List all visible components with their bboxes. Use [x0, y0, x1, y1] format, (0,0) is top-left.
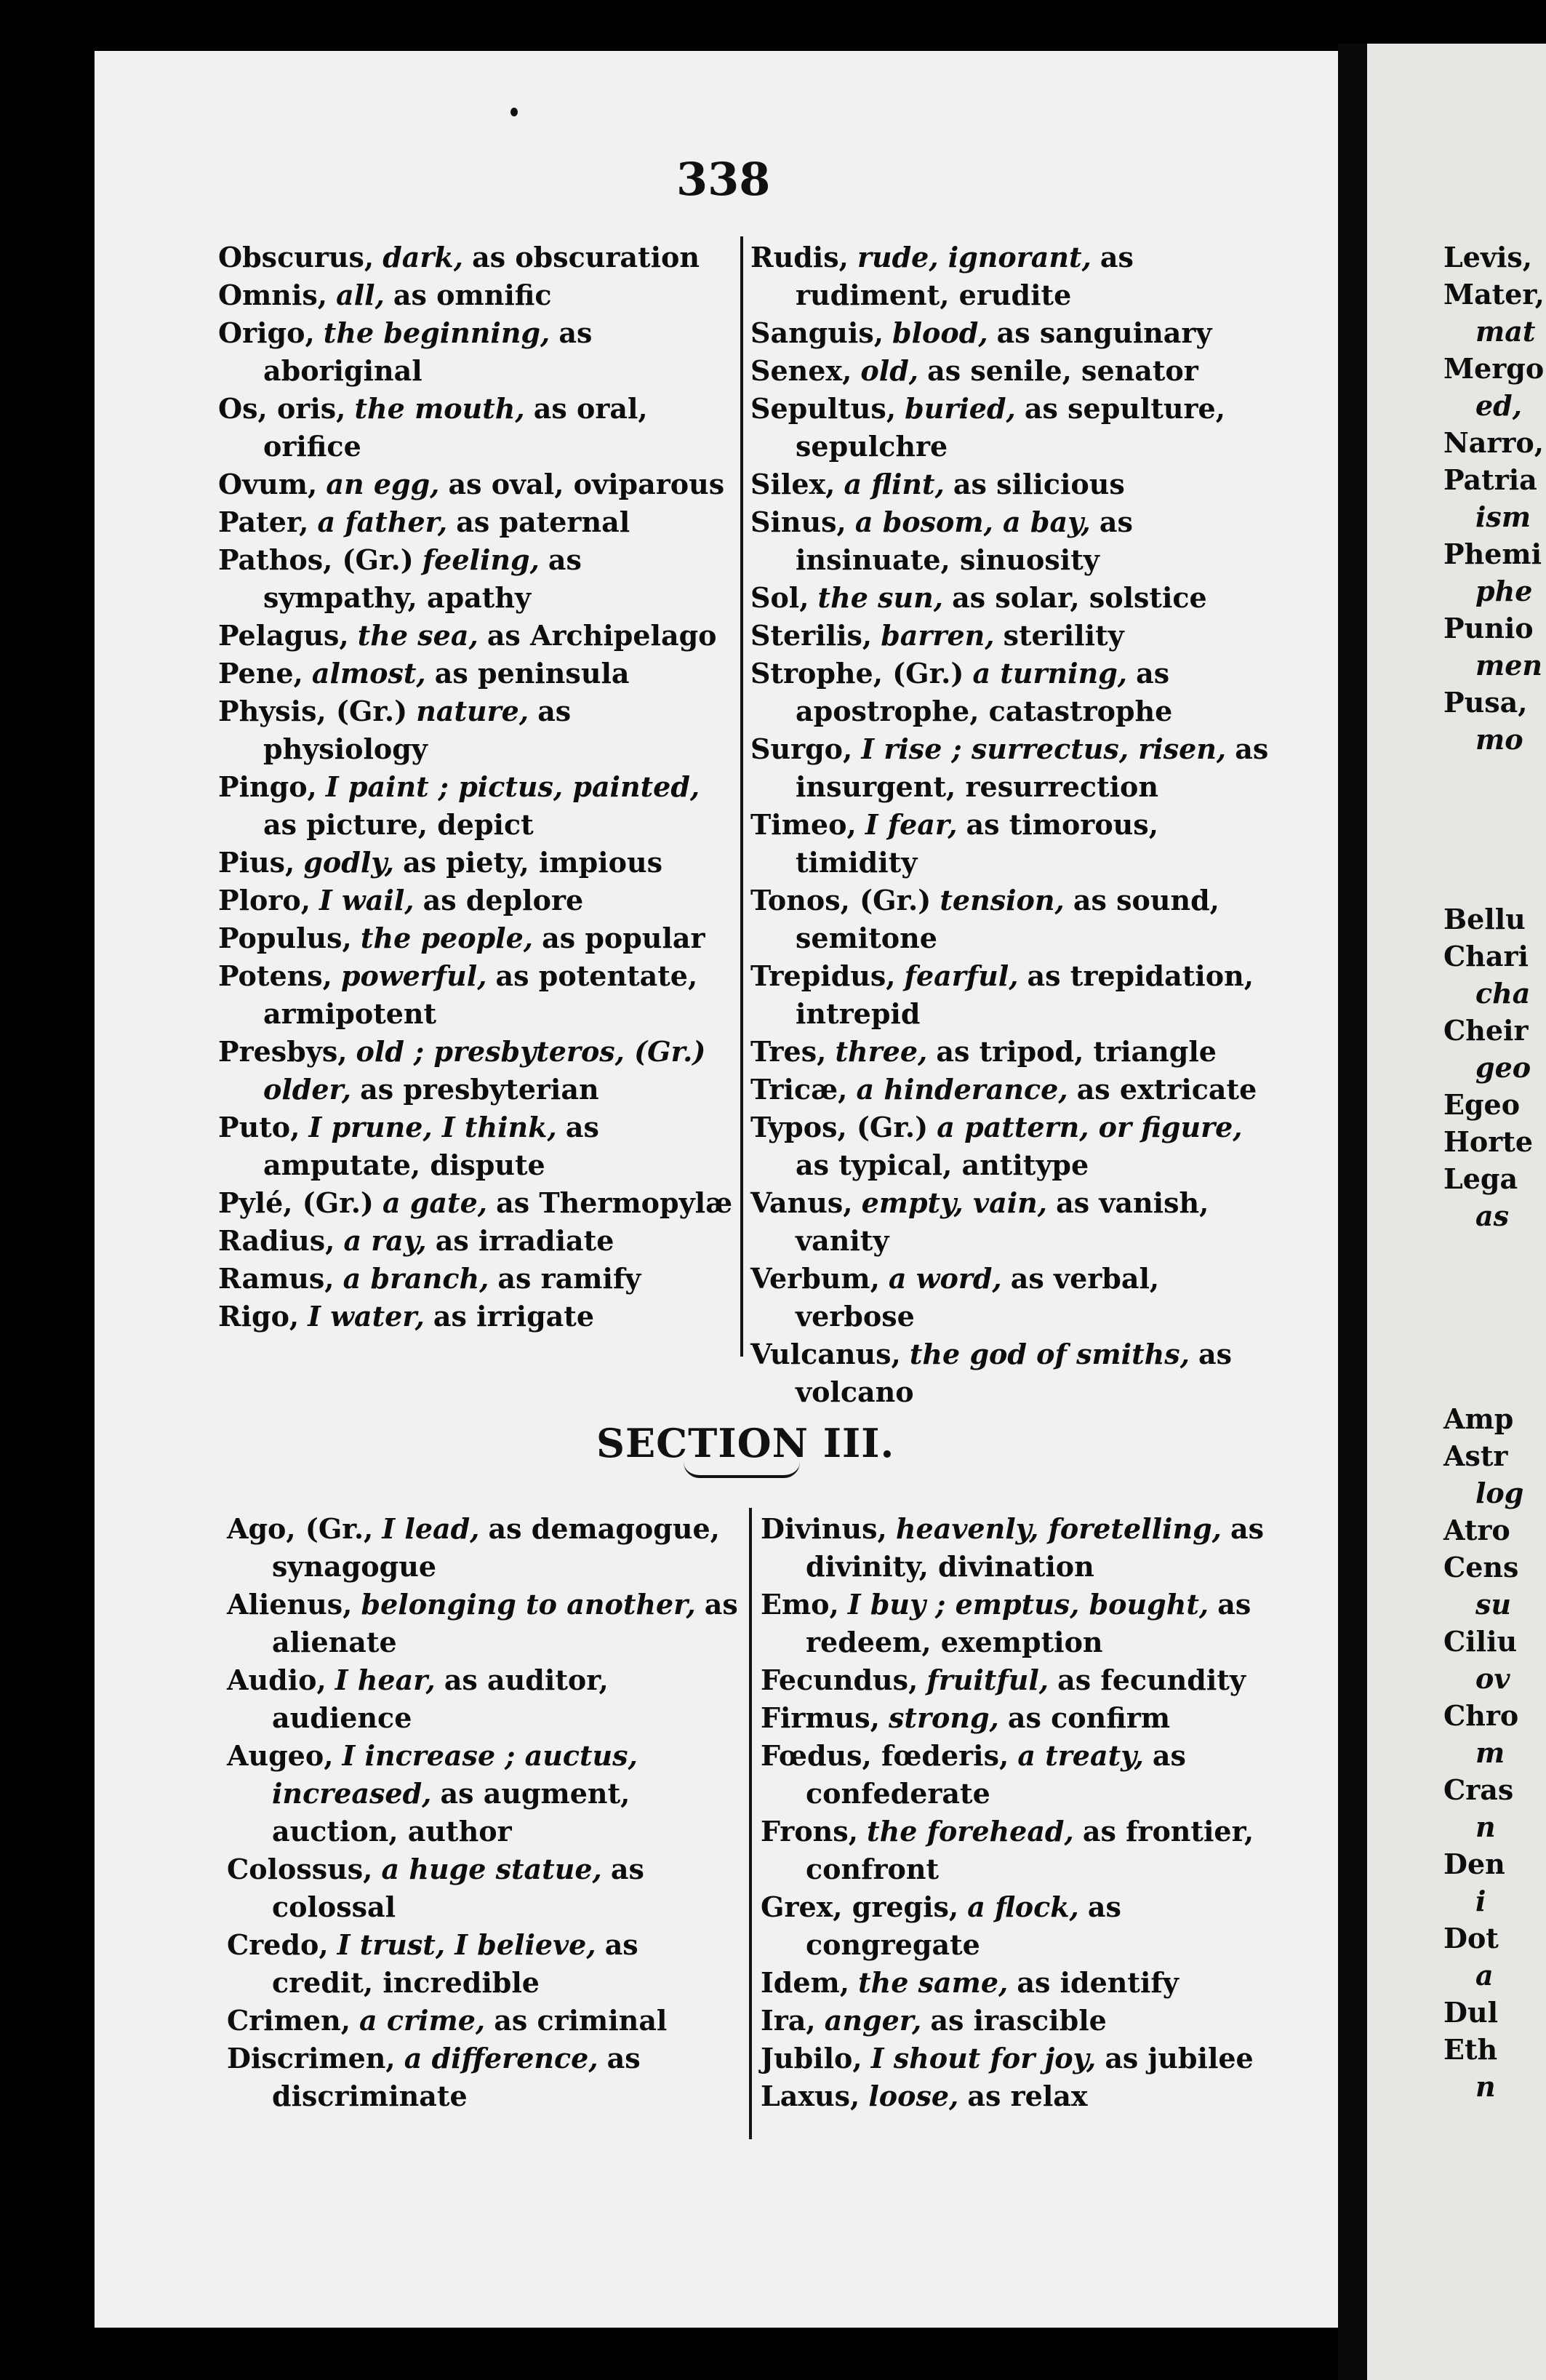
- entry-word: Vanus,: [750, 1186, 853, 1219]
- entry-example: as confirm: [1007, 1701, 1171, 1734]
- dictionary-entry: [750, 1109, 1274, 1184]
- facing-page-fragment: Amp: [1443, 1402, 1514, 1435]
- entry-word: Omnis,: [218, 279, 327, 311]
- entry-meaning: I increase ; auctus, increased,: [272, 1739, 638, 1810]
- entry-word: Emo,: [761, 1588, 839, 1621]
- dictionary-entry: [761, 1699, 1284, 1737]
- entry-meaning: the beginning,: [323, 316, 550, 349]
- entry-meaning: all,: [336, 279, 385, 311]
- entry-meaning: barren,: [881, 619, 995, 652]
- entry-meaning: the forehead,: [867, 1815, 1074, 1848]
- entry-example: as confederate: [806, 1739, 1186, 1810]
- entry-word: Discrimen,: [227, 2042, 396, 2074]
- entry-meaning: buried,: [905, 392, 1016, 425]
- entry-example: as relax: [967, 2080, 1088, 2112]
- entry-example: as deplore: [422, 884, 584, 917]
- entry-example: as sanguinary: [996, 316, 1212, 349]
- facing-page-fragment: Dul: [1443, 1996, 1499, 2029]
- entry-meaning: a treaty,: [1017, 1739, 1144, 1772]
- dictionary-entry: [218, 957, 738, 1033]
- dictionary-entry: [227, 1850, 743, 1926]
- facing-page-fragment: Egeo: [1443, 1088, 1521, 1121]
- entry-meaning: fruitful,: [926, 1664, 1049, 1696]
- entry-meaning: a father,: [317, 506, 448, 538]
- dictionary-entry: [750, 503, 1274, 579]
- dictionary-entry: [218, 1222, 738, 1260]
- facing-page-fragment: ed,: [1475, 389, 1522, 422]
- facing-page-fragment: Cras: [1443, 1773, 1514, 1806]
- entry-word: Verbum,: [750, 1262, 880, 1295]
- entry-meaning: I fear,: [865, 808, 958, 841]
- entry-example: as amputate, dispute: [263, 1111, 599, 1181]
- dictionary-entry: [750, 239, 1274, 314]
- entry-meaning: feeling,: [422, 543, 540, 576]
- entry-meaning: a flint,: [844, 468, 945, 500]
- section-title-flourish: [684, 1462, 800, 1478]
- facing-page-fragment: Cheir: [1443, 1014, 1529, 1047]
- entry-word: Colossus,: [227, 1853, 373, 1885]
- facing-page-fragment: su: [1475, 1588, 1512, 1621]
- entry-example: as congregate: [806, 1890, 1121, 1961]
- entry-word: Tonos, (Gr.): [750, 884, 932, 917]
- page-number: 338: [676, 153, 771, 206]
- entry-meaning: a word,: [888, 1262, 1002, 1295]
- facing-page-fragment: ism: [1475, 500, 1531, 533]
- entry-meaning: a pattern, or figure,: [937, 1111, 1243, 1143]
- entry-example: as paternal: [456, 506, 630, 538]
- entry-word: Jubilo,: [761, 2042, 862, 2074]
- entry-meaning: a hinderance,: [856, 1073, 1068, 1106]
- entry-example: as sympathy, apathy: [263, 543, 582, 614]
- facing-page-fragment: as: [1475, 1199, 1510, 1232]
- dictionary-entry: [227, 1737, 743, 1850]
- entry-meaning: loose,: [868, 2080, 959, 2112]
- dictionary-entry: [218, 314, 738, 390]
- right-column-bottom: [761, 1510, 1284, 2115]
- entry-example: as insinuate, sinuosity: [796, 506, 1133, 576]
- entry-example: as popular: [542, 922, 705, 954]
- entry-meaning: I water,: [308, 1300, 425, 1333]
- entry-meaning: empty, vain,: [861, 1186, 1047, 1219]
- dictionary-entry: [218, 617, 738, 655]
- entry-word: Laxus,: [761, 2080, 860, 2112]
- dictionary-entry: [218, 541, 738, 617]
- entry-meaning: almost,: [311, 657, 426, 690]
- entry-word: Divinus,: [761, 1512, 887, 1545]
- dictionary-entry: [761, 2002, 1284, 2040]
- dictionary-entry: [761, 2040, 1284, 2077]
- entry-example: as picture, depict: [263, 808, 534, 841]
- entry-example: as irascible: [930, 2004, 1107, 2037]
- entry-example: as identify: [1017, 1966, 1179, 1999]
- facing-page-fragment: Patria: [1443, 463, 1537, 496]
- entry-meaning: strong,: [889, 1701, 999, 1734]
- entry-meaning: I lead,: [382, 1512, 480, 1545]
- entry-meaning: a huge statue,: [381, 1853, 602, 1885]
- dictionary-entry: [218, 466, 738, 503]
- entry-word: Credo,: [227, 1928, 329, 1961]
- left-column-top: [218, 239, 738, 1335]
- facing-page-fragment: phe: [1475, 575, 1533, 607]
- entry-example: as augment, auction, author: [272, 1777, 630, 1848]
- dictionary-entry: [227, 2040, 743, 2115]
- facing-page-fragment: i: [1475, 1885, 1486, 1917]
- entry-example: as aboriginal: [263, 316, 593, 387]
- facing-page-fragment: Cens: [1443, 1551, 1519, 1584]
- entry-word: Typos, (Gr.): [750, 1111, 929, 1143]
- entry-word: Idem,: [761, 1966, 849, 1999]
- entry-meaning: anger,: [824, 2004, 922, 2037]
- entry-word: Frons,: [761, 1815, 858, 1848]
- entry-meaning: nature,: [416, 695, 529, 727]
- dictionary-entry: [218, 390, 738, 466]
- entry-meaning: the same,: [858, 1966, 1009, 1999]
- dictionary-entry: [750, 1071, 1274, 1109]
- entry-meaning: a ray,: [343, 1224, 427, 1257]
- dictionary-entry: [761, 1888, 1284, 1964]
- facing-page-text-top: [1443, 239, 1545, 758]
- facing-page-fragment: Ciliu: [1443, 1625, 1518, 1658]
- entry-meaning: fearful,: [904, 959, 1019, 992]
- entry-example: as auditor, audience: [272, 1664, 609, 1734]
- dictionary-entry: [750, 730, 1274, 806]
- column-divider-top: [740, 236, 743, 1357]
- dictionary-entry: [218, 655, 738, 692]
- section-title: SECTION III.: [596, 1420, 895, 1466]
- entry-word: Os, oris,: [218, 392, 346, 425]
- entry-example: as volcano: [796, 1338, 1233, 1408]
- dictionary-entry: [218, 1033, 738, 1109]
- entry-example: as rudiment, erudite: [796, 241, 1134, 311]
- entry-meaning: three,: [835, 1035, 928, 1068]
- facing-page-fragment: cha: [1475, 977, 1531, 1010]
- entry-meaning: a bosom, a bay,: [854, 506, 1091, 538]
- dictionary-entry: [218, 503, 738, 541]
- entry-meaning: old ; presbyteros, (Gr.) older,: [263, 1035, 706, 1106]
- entry-example: as peninsula: [434, 657, 630, 690]
- dictionary-entry: [750, 390, 1274, 466]
- entry-meaning: blood,: [892, 316, 988, 349]
- dictionary-entry: [761, 1586, 1284, 1661]
- entry-word: Silex,: [750, 468, 836, 500]
- facing-page-fragment: Bellu: [1443, 903, 1526, 935]
- entry-word: Vulcanus,: [750, 1338, 901, 1370]
- entry-example: as divinity, divination: [806, 1512, 1265, 1583]
- dictionary-entry: [761, 1661, 1284, 1699]
- facing-page-fragment: Lega: [1443, 1162, 1518, 1195]
- entry-meaning: belonging to another,: [361, 1588, 696, 1621]
- dictionary-entry: [750, 466, 1274, 503]
- dictionary-entry: [218, 239, 738, 276]
- dictionary-entry: [227, 1661, 743, 1737]
- entry-word: Audio,: [227, 1664, 327, 1696]
- entry-word: Pathos, (Gr.): [218, 543, 414, 576]
- dictionary-entry: [218, 1260, 738, 1298]
- entry-word: Sterilis,: [750, 619, 873, 652]
- entry-word: Potens,: [218, 959, 332, 992]
- entry-meaning: the sun,: [817, 581, 944, 614]
- entry-example: as Thermopylæ: [496, 1186, 733, 1219]
- entry-word: Surgo,: [750, 732, 853, 765]
- entry-word: Tres,: [750, 1035, 827, 1068]
- entry-example: as typical, antitype: [796, 1149, 1089, 1181]
- entry-meaning: the mouth,: [354, 392, 525, 425]
- entry-example: as apostrophe, catastrophe: [796, 657, 1173, 727]
- entry-word: Physis, (Gr.): [218, 695, 408, 727]
- entry-example: as silicious: [953, 468, 1125, 500]
- entry-word: Presbys,: [218, 1035, 348, 1068]
- entry-word: Ploro,: [218, 884, 311, 917]
- entry-example: as irradiate: [435, 1224, 614, 1257]
- entry-word: Timeo,: [750, 808, 857, 841]
- entry-word: Sanguis,: [750, 316, 884, 349]
- left-column-bottom: [227, 1510, 743, 2115]
- dictionary-entry: [218, 844, 738, 882]
- right-column-top: [750, 239, 1274, 1411]
- entry-meaning: the sea,: [357, 619, 478, 652]
- entry-word: Pater,: [218, 506, 309, 538]
- facing-page-text-middle: [1443, 901, 1533, 1234]
- facing-page-fragment: n: [1475, 2070, 1496, 2103]
- facing-page-fragment: geo: [1475, 1051, 1531, 1084]
- book-spine: [1338, 44, 1367, 2380]
- facing-page-fragment: log: [1475, 1477, 1524, 1509]
- entry-word: Ovum,: [218, 468, 318, 500]
- facing-page-fragment: Horte: [1443, 1125, 1533, 1158]
- dictionary-entry: [218, 1298, 738, 1335]
- facing-page-fragment: m: [1475, 1736, 1505, 1769]
- entry-example: as Archipelago: [486, 619, 717, 652]
- dictionary-entry: [218, 882, 738, 919]
- facing-page-fragment: Atro: [1443, 1514, 1510, 1546]
- entry-example: as solar, solstice: [952, 581, 1207, 614]
- entry-word: Grex, gregis,: [761, 1890, 959, 1923]
- entry-example: as sepulture, sepulchre: [796, 392, 1225, 463]
- dictionary-entry: [227, 1510, 743, 1586]
- entry-example: as colossal: [272, 1853, 644, 1923]
- dictionary-entry: [750, 806, 1274, 882]
- entry-example: as physiology: [263, 695, 572, 765]
- dictionary-entry: [218, 919, 738, 957]
- dictionary-entry: [218, 768, 738, 844]
- entry-word: Rigo,: [218, 1300, 300, 1333]
- entry-meaning: the people,: [360, 922, 533, 954]
- entry-example: as presbyterian: [360, 1073, 599, 1106]
- entry-meaning: a crime,: [359, 2004, 486, 2037]
- entry-example: sterility: [1003, 619, 1124, 652]
- facing-page-fragment: Phemi: [1443, 538, 1542, 570]
- facing-page-fragment: Mergo: [1443, 352, 1545, 385]
- entry-meaning: a branch,: [343, 1262, 489, 1295]
- entry-word: Trepidus,: [750, 959, 896, 992]
- facing-page-fragment: mo: [1475, 723, 1523, 756]
- facing-page-fragment: Pusa,: [1443, 686, 1528, 719]
- dictionary-entry: [750, 1184, 1274, 1260]
- entry-example: as fecundity: [1057, 1664, 1246, 1696]
- entry-word: Pius,: [218, 846, 295, 879]
- facing-page-fragment: Den: [1443, 1848, 1505, 1880]
- dictionary-entry: [750, 957, 1274, 1033]
- entry-example: as ramify: [497, 1262, 641, 1295]
- dictionary-entry: [750, 1335, 1274, 1411]
- dictionary-entry: [761, 1964, 1284, 2002]
- entry-word: Augeo,: [227, 1739, 334, 1772]
- entry-word: Sinus,: [750, 506, 846, 538]
- entry-example: as insurgent, resurrection: [796, 732, 1269, 803]
- dictionary-entry: [218, 276, 738, 314]
- entry-example: as sound, semitone: [796, 884, 1219, 954]
- facing-page-fragment: Mater,: [1443, 278, 1545, 311]
- entry-meaning: old,: [860, 354, 918, 387]
- dictionary-entry: [218, 692, 738, 768]
- entry-word: Ago, (Gr.,: [227, 1512, 374, 1545]
- entry-example: as frontier, confront: [806, 1815, 1254, 1885]
- entry-meaning: I wail,: [319, 884, 414, 917]
- entry-example: as alienate: [272, 1588, 738, 1658]
- dictionary-entry: [750, 655, 1274, 730]
- entry-example: as trepidation, intrepid: [796, 959, 1254, 1030]
- entry-example: as tripod, triangle: [936, 1035, 1217, 1068]
- ink-speck: [510, 108, 518, 116]
- entry-word: Tricæ,: [750, 1073, 848, 1106]
- entry-meaning: godly,: [303, 846, 394, 879]
- dictionary-entry: [761, 2077, 1284, 2115]
- entry-example: as redeem, exemption: [806, 1588, 1251, 1658]
- entry-word: Pylé, (Gr.): [218, 1186, 374, 1219]
- entry-word: Senex,: [750, 354, 852, 387]
- entry-word: Pingo,: [218, 770, 317, 803]
- entry-meaning: I hear,: [335, 1664, 436, 1696]
- entry-meaning: I paint ; pictus, painted,: [325, 770, 700, 803]
- facing-page-fragment: n: [1475, 1810, 1496, 1843]
- entry-example: as vanish, vanity: [796, 1186, 1209, 1257]
- column-divider-bottom: [749, 1508, 752, 2139]
- entry-example: as potentate, armipotent: [263, 959, 698, 1030]
- facing-page-fragment: Eth: [1443, 2033, 1498, 2066]
- dictionary-entry: [750, 1033, 1274, 1071]
- entry-example: as irrigate: [433, 1300, 595, 1333]
- facing-page-text-bottom: [1443, 1400, 1523, 2105]
- entry-word: Strophe, (Gr.): [750, 657, 964, 690]
- entry-word: Ira,: [761, 2004, 816, 2037]
- entry-meaning: I prune, I think,: [308, 1111, 557, 1143]
- facing-page-fragment: Dot: [1443, 1922, 1499, 1954]
- dictionary-entry: [227, 2002, 743, 2040]
- entry-example: as extricate: [1076, 1073, 1257, 1106]
- entry-meaning: the god of smiths,: [909, 1338, 1190, 1370]
- entry-word: Pene,: [218, 657, 303, 690]
- entry-word: Rudis,: [750, 241, 849, 273]
- entry-word: Sepultus,: [750, 392, 897, 425]
- entry-word: Crimen,: [227, 2004, 351, 2037]
- entry-example: as oral, orifice: [263, 392, 648, 463]
- dictionary-entry: [750, 882, 1274, 957]
- entry-word: Radius,: [218, 1224, 335, 1257]
- dictionary-entry: [761, 1813, 1284, 1888]
- dictionary-entry: [750, 314, 1274, 352]
- entry-word: Obscurus,: [218, 241, 375, 273]
- dictionary-entry: [218, 1184, 738, 1222]
- entry-meaning: I shout for joy,: [870, 2042, 1097, 2074]
- entry-word: Fecundus,: [761, 1664, 918, 1696]
- facing-page-fragment: Narro,: [1443, 426, 1544, 459]
- entry-example: as criminal: [494, 2004, 668, 2037]
- dictionary-entry: [761, 1737, 1284, 1813]
- facing-page-fragment: ov: [1475, 1662, 1510, 1695]
- facing-page-fragment: a: [1475, 1959, 1494, 1992]
- entry-meaning: I trust, I believe,: [337, 1928, 596, 1961]
- entry-word: Firmus,: [761, 1701, 880, 1734]
- entry-example: as discriminate: [272, 2042, 641, 2112]
- entry-meaning: tension,: [940, 884, 1065, 917]
- entry-meaning: I buy ; emptus, bought,: [847, 1588, 1209, 1621]
- entry-meaning: I rise ; surrectus, risen,: [861, 732, 1227, 765]
- dictionary-entry: [218, 1109, 738, 1184]
- dictionary-entry: [761, 1510, 1284, 1586]
- dictionary-entry: [750, 579, 1274, 617]
- entry-example: as timorous, timidity: [796, 808, 1158, 879]
- entry-example: as senile, senator: [927, 354, 1198, 387]
- entry-meaning: a turning,: [972, 657, 1128, 690]
- facing-page-fragment: Chari: [1443, 940, 1529, 973]
- entry-word: Fœdus, fœderis,: [761, 1739, 1009, 1772]
- entry-word: Sol,: [750, 581, 809, 614]
- facing-page-fragment: Astr: [1443, 1439, 1508, 1472]
- entry-word: Alienus,: [227, 1588, 353, 1621]
- entry-example: as verbal, verbose: [796, 1262, 1160, 1333]
- entry-meaning: a difference,: [404, 2042, 598, 2074]
- entry-word: Pelagus,: [218, 619, 349, 652]
- dictionary-entry: [227, 1926, 743, 2002]
- entry-word: Puto,: [218, 1111, 300, 1143]
- facing-page-fragment: Chro: [1443, 1699, 1519, 1732]
- entry-example: as demagogue, synagogue: [272, 1512, 720, 1583]
- entry-example: as obscuration: [472, 241, 700, 273]
- facing-page-fragment: mat: [1475, 315, 1536, 348]
- entry-example: as credit, incredible: [272, 1928, 638, 1999]
- facing-page-fragment: men: [1475, 649, 1543, 682]
- entry-word: Origo,: [218, 316, 315, 349]
- entry-word: Populus,: [218, 922, 352, 954]
- entry-meaning: dark,: [383, 241, 463, 273]
- entry-meaning: a flock,: [967, 1890, 1079, 1923]
- entry-example: as oval, oviparous: [448, 468, 725, 500]
- facing-page-fragment: Levis,: [1443, 241, 1533, 273]
- entry-example: as piety, impious: [403, 846, 662, 879]
- entry-meaning: a gate,: [383, 1186, 488, 1219]
- entry-word: Ramus,: [218, 1262, 335, 1295]
- entry-meaning: powerful,: [340, 959, 487, 992]
- entry-meaning: an egg,: [326, 468, 440, 500]
- entry-meaning: rude, ignorant,: [857, 241, 1092, 273]
- dictionary-entry: [750, 352, 1274, 390]
- facing-page-fragment: Punio: [1443, 612, 1534, 644]
- dictionary-entry: [227, 1586, 743, 1661]
- dictionary-entry: [750, 1260, 1274, 1335]
- entry-example: as jubilee: [1105, 2042, 1254, 2074]
- entry-example: as omnific: [393, 279, 552, 311]
- entry-meaning: heavenly, foretelling,: [895, 1512, 1222, 1545]
- dictionary-entry: [750, 617, 1274, 655]
